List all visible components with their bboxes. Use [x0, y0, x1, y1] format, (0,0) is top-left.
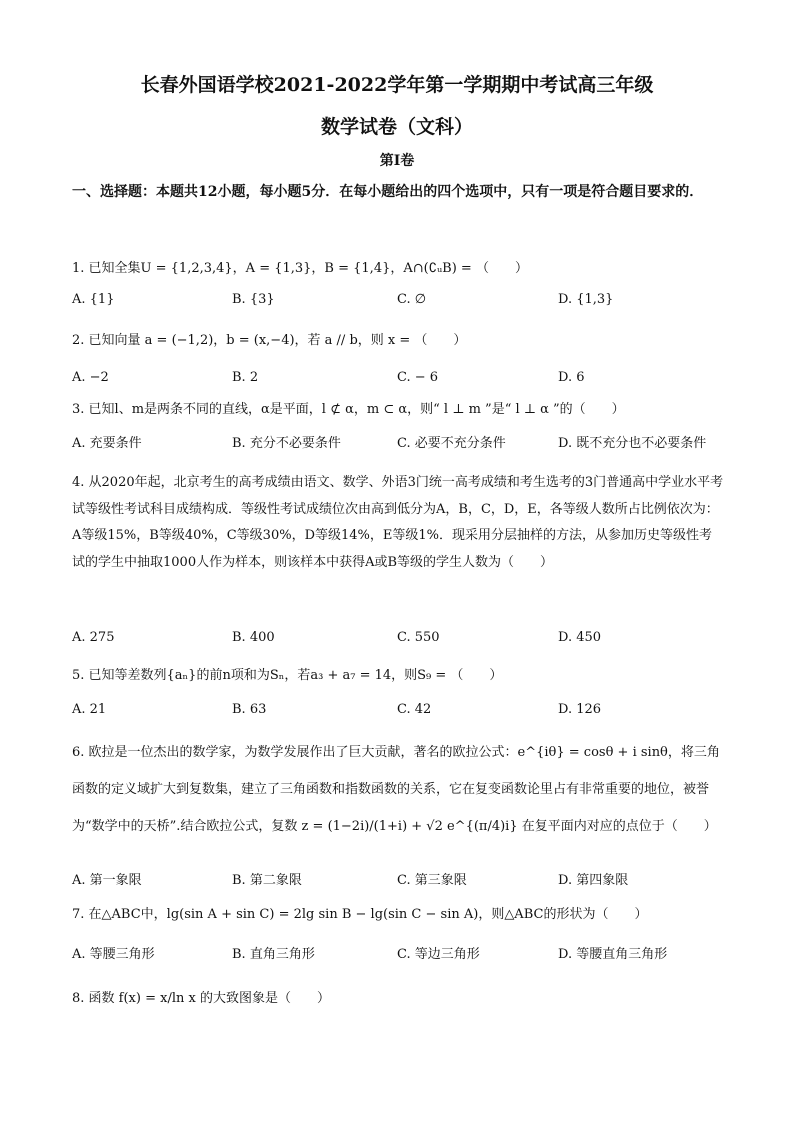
option-c: C. − 6 [397, 370, 439, 385]
option-c: C. 必要不充分条件 [397, 436, 506, 451]
question-4-options [72, 630, 732, 650]
option-c: C. 第三象限 [397, 873, 467, 888]
option-d: D. 126 [558, 702, 602, 717]
option-d: D. {1,3} [558, 292, 614, 307]
question-4: 4. 从2020年起，北京考生的高考成绩由语文、数学、外语3门统一高考成绩和考生选考的3门普通高中学业水平考试等级性考试科目成绩构成．等级性考试成绩位次由高到低分为A，B，C，D，E，各等级人数所占比例依次为：A等级15%，B等级40%，C等级30%，D等级14%，E等级1%．现采用分层抽样的方法，从参加历史等级性考试的学生中抽取1000人作为样本，则该样本中获得A或B等级的学生人数为（ ） [72, 475, 724, 570]
question-7: 7. 在△ABC中，lg(sin A + sin C) = 2lg sin B − lg(sin C − sin A)，则△ABC的形状为（ ） [72, 907, 648, 922]
question-1: 1. 已知全集U = {1,2,3,4}，A = {1,3}，B = {1,4}，A∩(∁ᵤB) = （ ） [72, 261, 528, 276]
option-d: D. 第四象限 [558, 873, 629, 888]
option-b: B. {3} [232, 292, 275, 307]
option-a: A. 充要条件 [72, 436, 142, 451]
section-heading: 一、选择题：本题共12小题，每小题5分．在每小题给出的四个选项中，只有一项是符合题目要求的． [72, 184, 704, 200]
option-a: A. 等腰三角形 [72, 947, 155, 962]
option-b: B. 2 [232, 370, 259, 385]
question-5-options [72, 702, 732, 722]
option-b: B. 63 [232, 702, 267, 717]
question-2: 2. 已知向量 a = (−1,2)，b = (x,−4)，若 a // b，则 x = （ ） [72, 333, 467, 348]
question-6-options [72, 869, 732, 889]
option-b: B. 充分不必要条件 [232, 436, 341, 451]
option-a: A. 275 [72, 630, 115, 645]
option-c: C. 42 [397, 702, 432, 717]
option-a: A. 21 [72, 702, 107, 717]
option-d: D. 既不充分也不必要条件 [558, 436, 707, 451]
option-d: D. 6 [558, 370, 585, 385]
option-a: A. {1} [72, 292, 115, 307]
question-3: 3. 已知l、m是两条不同的直线，α是平面，l ⊄ α，m ⊂ α，则“ l ⊥ m ”是“ l ⊥ α ”的（ ） [72, 402, 625, 417]
option-d: D. 等腰直角三角形 [558, 947, 668, 962]
option-d: D. 450 [558, 630, 602, 645]
exam-title: 长春外国语学校2021-2022学年第一学期期中考试高三年级 [140, 74, 654, 96]
question-8: 8. 函数 f(x) = x/ln x 的大致图象是（ ） [72, 991, 330, 1006]
question-5: 5. 已知等差数列{aₙ}的前n项和为Sₙ，若a₃ + a₇ = 14，则S₉ = （ ） [72, 668, 503, 683]
option-a: A. −2 [72, 370, 109, 385]
option-c: C. 等边三角形 [397, 947, 480, 962]
exam-subtitle: 数学试卷（文科） [320, 116, 473, 138]
question-3-options [72, 432, 732, 452]
option-b: B. 直角三角形 [232, 947, 315, 962]
option-c: C. ∅ [397, 292, 427, 307]
question-7-options [72, 943, 732, 963]
part-label: 第I卷 [379, 153, 415, 169]
option-b: B. 400 [232, 630, 275, 645]
option-a: A. 第一象限 [72, 873, 142, 888]
question-1-options [72, 292, 732, 312]
option-b: B. 第二象限 [232, 873, 302, 888]
question-2-options [72, 370, 732, 390]
question-6: 6. 欧拉是一位杰出的数学家，为数学发展作出了巨大贡献，著名的欧拉公式：e^{iθ} = cosθ + i sinθ，将三角函数的定义域扩大到复数集，建立了三角函数和指数函数的关系，它在复变函数论里占有非常重要的地位，被誉为“数学中的天桥”.结合欧拉公式，复数 z = (1−2i)/(1+i) + √2 e^{(π/4)i} 在复平面内对应的点位于（ ） [72, 745, 720, 834]
option-c: C. 550 [397, 630, 440, 645]
